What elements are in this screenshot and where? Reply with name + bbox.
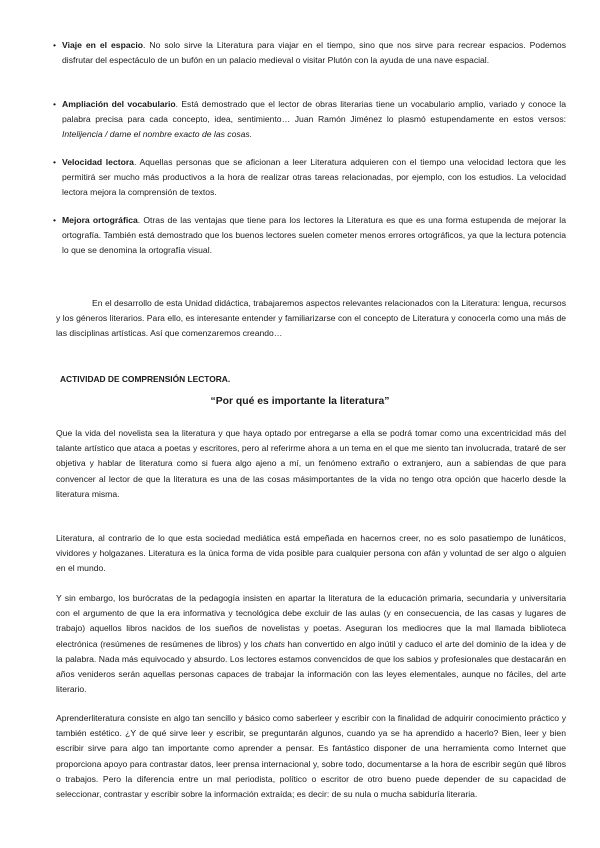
- bullet-title: Mejora ortográfica: [62, 215, 138, 225]
- article-paragraph-1: Que la vida del novelista sea la literatura y que haya optado por entregarse a ella se podrá tomar como una excentricidad más del talante artístico que ataca a poetas y escritores, pero al referirme ahora a un tema en el que me siento tan involucrada, trataré de ser objetiva y hablar de literatura como si fuera algo ajeno a mí, un fenómeno extraño o extranjero, aun a sabiendas de que para convencer al lector de que la literatura es una de las cosas másimportantes de la vida no tengo otra opción que hacerlo desde la literatura misma.: [56, 428, 566, 499]
- article-paragraph-3: [56, 591, 566, 697]
- bullet-dot: •: [53, 215, 57, 225]
- paragraph-3-text-a: Y sin embargo, los burócratas de la pedagogía insisten en apartar la literatura de la educación primaria, secundaria y universitaria con el argumento de que la era informativa y tecnológica debe excluir de las aulas (y en consecuencia, de las casas y lugares de trabajo) aquellos libros nacidos de los sueños de novelistas y poetas. Aseguran los mediocres que la mal llamada biblioteca electrónica (resúmenes de resúmenes de libros) y los: [56, 593, 566, 649]
- article-title: “Por qué es importante la literatura”: [210, 396, 390, 407]
- bullet-dot: •: [53, 40, 57, 50]
- intro-paragraph: En el desarrollo de esta Unidad didáctica, trabajaremos aspectos relevantes relacionados con la Literatura: lengua, recursos y los géneros literarios. Para ello, es interesante entender y familiarizarse con el concepto de Literatura y conocerla como una más de las disciplinas artísticas. Así que comenzaremos creando…: [56, 298, 566, 339]
- paragraph-3-text-b: han convertido en algo inútil y caduco el arte del dominio de la idea y de la palabra. Nada más equivocado y absurdo. Los lectores estamos convencidos de que los sabios y profesionales que destacarán en años venideros serán aquellas personas capaces de trabajar la información con las leyes elementales, aunque no fáciles, del arte literario.: [56, 638, 567, 695]
- bullet-item-viaje: [53, 38, 566, 68]
- bullet-text: . No solo sirve la Literatura para viajar en el tiempo, sino que nos sirve para recrear espacios. Podemos disfrutar del espectáculo de un bufón en un palacio medieval o visitar Plutón con la ayuda de una nave espacial.: [62, 40, 566, 66]
- activity-heading: ACTIVIDAD DE COMPRENSIÓN LECTORA.: [60, 374, 231, 384]
- bullet-text: . Aquellas personas que se aficionan a leer Literatura adquieren con el tiempo una velocidad lectora que les permitirá ser mucho más productivos a la hora de realizar otras tareas relacionadas, por ejemplo, con los estudios. La velocidad lectora mejora la comprensión de textos.: [62, 157, 566, 198]
- bullet-text: . Está demostrado que el lector de obras literarias tiene un vocabulario amplio, variado y conoce la palabra precisa para cada concepto, idea, sentimiento… Juan Ramón Jiménez lo plasmó estupendamente en estos versos:: [62, 99, 566, 125]
- bullet-title: Ampliación del vocabulario: [62, 99, 176, 109]
- bullet-quote: Intelijencia / dame el nombre exacto de las cosas.: [62, 129, 253, 140]
- bullet-item-ortografia: [53, 213, 566, 259]
- bullet-text: . Otras de las ventajas que tiene para los lectores la Literatura es que es una forma estupenda de mejorar la ortografía. También está demostrado que los buenos lectores suelen cometer menos errores ortográficos, ya que la lectura potencia lo que se denomina la ortografía visual.: [62, 215, 566, 256]
- bullet-item-vocabulario: [53, 97, 566, 143]
- article-paragraph-2: Literatura, al contrario de lo que esta sociedad mediática está empeñada en hacernos creer, no es solo pasatiempo de lunáticos, vividores y holgazanes. Literatura es la única forma de vida posible para cualquier persona con afán y voluntad de ser algo o alguien en el mundo.: [56, 533, 566, 574]
- bullet-title: Viaje en el espacio: [62, 40, 144, 50]
- article-paragraph-4: Aprenderliteratura consiste en algo tan sencillo y básico como saberleer y escribir con la finalidad de adquirir conocimiento práctico y también estético. ¿Y de qué sirve leer y escribir, se preguntarán algunos, cuando ya se ha aprendido a hacerlo? Bien, leer y bien escribir sirve para algo tan importante como aprender a pensar. Es fantástico disponer de una herramienta como Internet que proporciona apoyo para contrastar datos, leer prensa internacional y, sobre todo, documentarse a la hora de escribir según qué libros o trabajos. Pero la diferencia entre un mal periodista, político o escritor de otro bueno puede depender de su capacidad de seleccionar, contrastar y escribir sobre la información extraída; es decir: de su nula o mucha sabiduría literaria.: [56, 713, 566, 800]
- bullet-title: Velocidad lectora: [62, 157, 134, 167]
- bullet-dot: •: [53, 157, 57, 167]
- bullet-item-velocidad: [53, 155, 566, 201]
- paragraph-3-italic: chats: [264, 638, 285, 649]
- bullet-dot: •: [53, 99, 57, 109]
